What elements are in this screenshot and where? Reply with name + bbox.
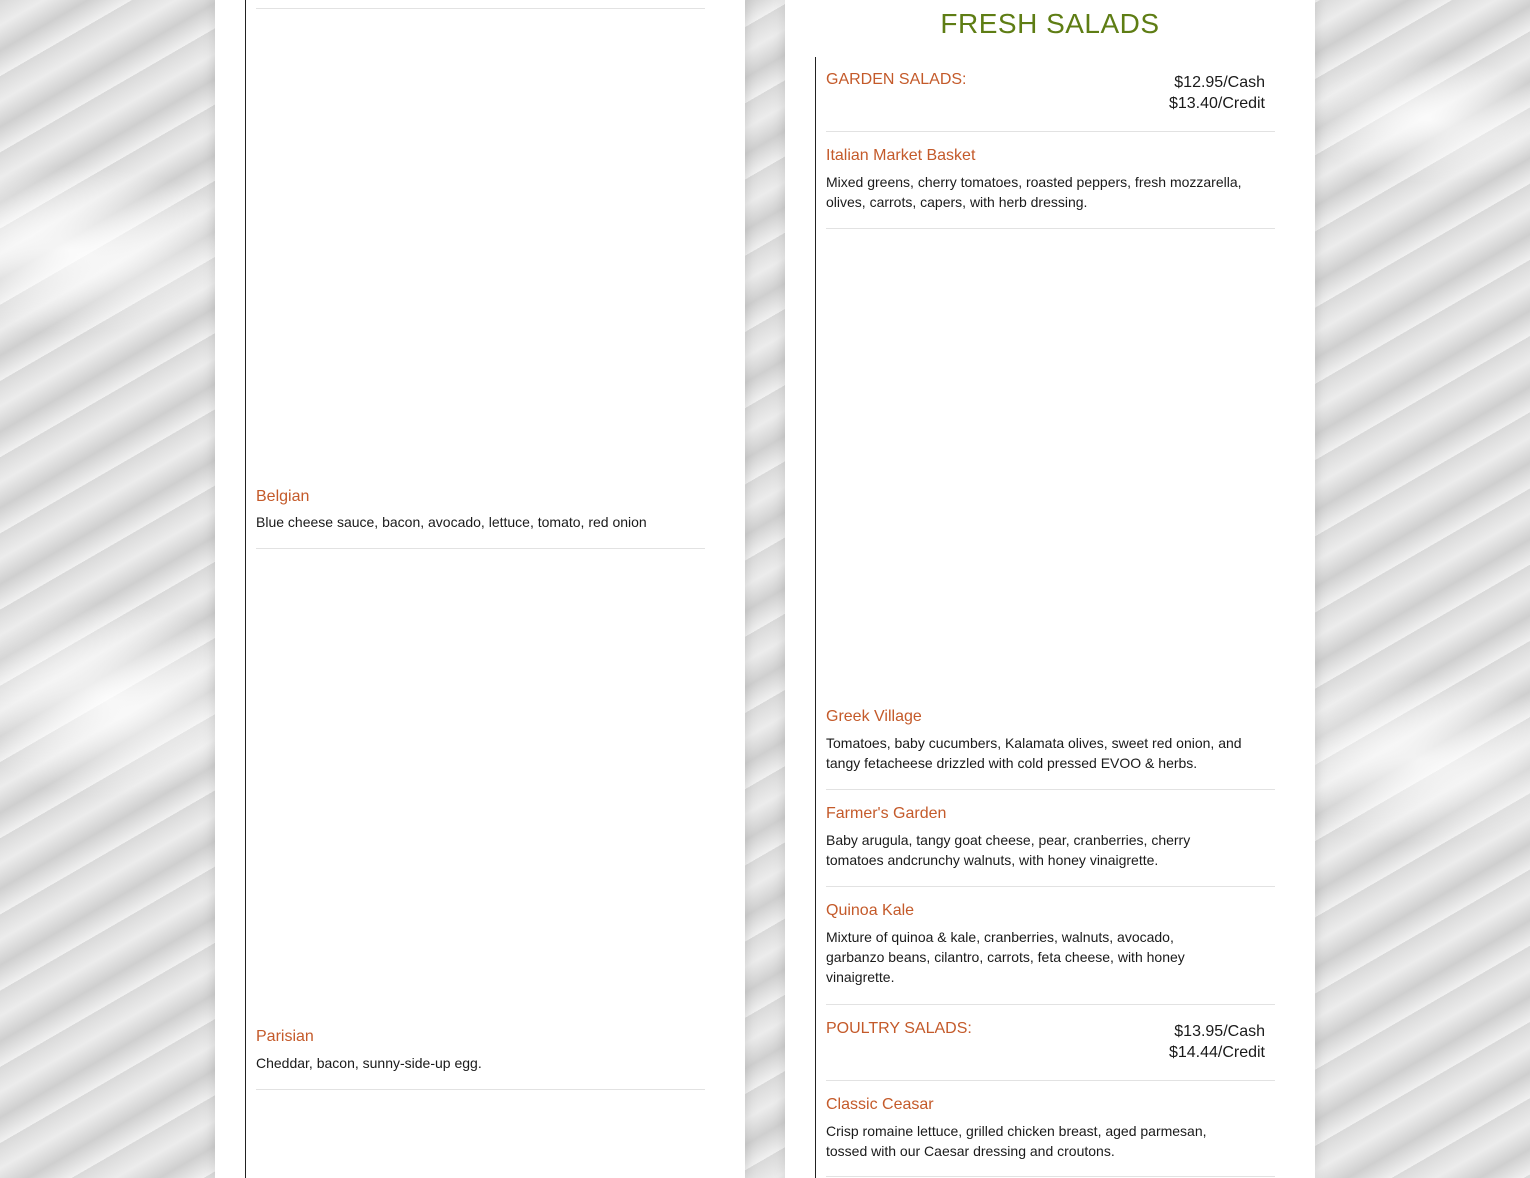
item-description: Tomatoes, baby cucumbers, Kalamata olives, sweet red onion, and tangy fetacheese drizzled with cold pressed EVOO & herbs. <box>826 735 1242 771</box>
column-divider-line <box>815 57 816 1178</box>
item-separator <box>826 886 1275 887</box>
item-separator <box>826 1080 1275 1081</box>
left-menu-panel <box>215 0 745 1178</box>
item-separator <box>826 131 1275 132</box>
item-description: Cheddar, bacon, sunny-side-up egg. <box>256 1055 482 1071</box>
column-divider-line <box>245 0 246 1178</box>
price-cash: $13.95/Cash <box>1174 1023 1265 1040</box>
item-separator <box>256 548 705 549</box>
item-name: Parisian <box>256 1028 314 1045</box>
price-credit: $14.44/Credit <box>1168 1044 1265 1061</box>
item-name: Greek Village <box>826 708 922 725</box>
section-title: FRESH SALADS <box>940 8 1160 39</box>
item-separator <box>826 228 1275 229</box>
item-name: Farmer's Garden <box>826 805 947 822</box>
item-separator <box>826 1176 1275 1177</box>
item-description: Baby arugula, tangy goat cheese, pear, cranberries, cherry tomatoes andcrunchy walnuts, with honey vinaigrette. <box>826 832 1191 868</box>
item-separator <box>256 1089 705 1090</box>
item-separator <box>256 8 705 9</box>
item-description: Mixed greens, cherry tomatoes, roasted peppers, fresh mozzarella, olives, carrots, capers, with herb dressing. <box>826 174 1242 210</box>
price-cash: $12.95/Cash <box>1174 74 1265 91</box>
item-description: Mixture of quinoa & kale, cranberries, walnuts, avocado, garbanzo beans, cilantro, carrots, feta cheese, with honey vinaigrette. <box>826 929 1185 985</box>
item-name: Italian Market Basket <box>826 147 976 164</box>
item-description: Crisp romaine lettuce, grilled chicken breast, aged parmesan, tossed with our Caesar dressing and croutons. <box>826 1123 1207 1159</box>
item-separator <box>826 789 1275 790</box>
item-name: Classic Ceasar <box>826 1096 934 1113</box>
group-label: POULTRY SALADS: <box>826 1020 972 1037</box>
item-description: Blue cheese sauce, bacon, avocado, lettuce, tomato, red onion <box>256 514 647 530</box>
fresh-salads-panel <box>785 0 1315 1178</box>
item-name: Belgian <box>256 488 310 505</box>
price-credit: $13.40/Credit <box>1168 95 1265 112</box>
item-separator <box>826 1004 1275 1005</box>
item-name: Quinoa Kale <box>826 902 915 919</box>
group-label: GARDEN SALADS: <box>826 71 967 88</box>
